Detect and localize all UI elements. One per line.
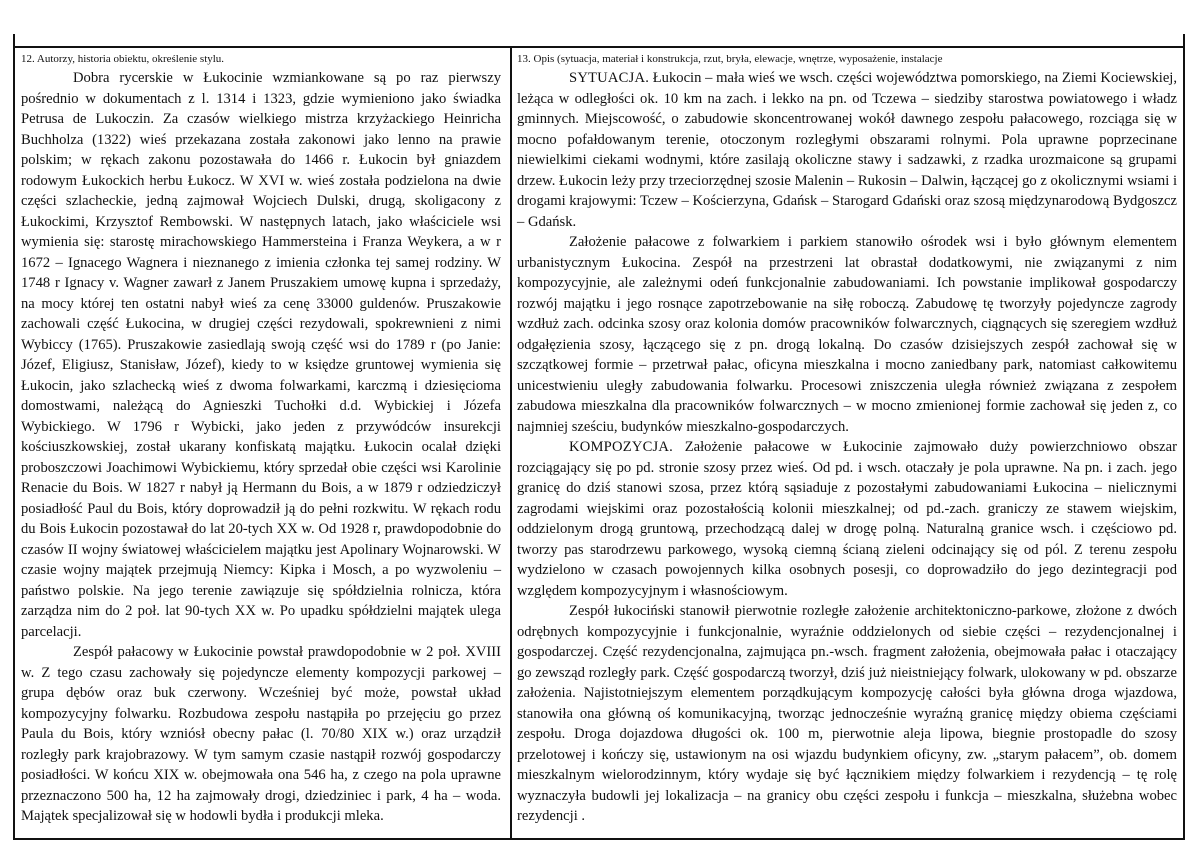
section-13-header: 13. Opis (sytuacja, materiał i konstrukcja, rzut, bryła, elewacje, wnętrze, wyposażenie, instalacje — [517, 53, 943, 65]
section-12-header: 12. Autorzy, historia obiektu, określenie stylu. — [21, 53, 225, 65]
description-paragraph — [517, 68, 1177, 232]
paragraph-text: Założenie pałacowe w Łukocinie zajmowało duży powierzchniowo obszar rozciągający się po pd. stronie szosy przez wieś. Od pd. i wsch. otaczały je pola uprawne. Na pn. i zach. jego granicę do dziś stanowi szosa, przez którą sąsiaduje z pozostałymi zabudowaniami Łukocina – nielicznymi zagrodami wiejskimi oraz pozostałością kolonii mieszkalnej; od pd.-zach. graniczy ze stawem wiejskim, oddzielonym drogą gruntową, przechodzącą dalej w drogę polną. Naturalną granice wsch. i częściowo pd. tworzy pas starodrzewu parkowego, wysoką ciemną ścianą zieleni odcinający się od pól. Z terenu zespołu wydzielono w czasach powojennych kilka osobnych posesji, co doprowadziło do jego dezintegracji pod względem kompozycyjnym i własnościowym. — [517, 439, 1177, 599]
section-heading: SYTUACJA. — [569, 70, 650, 86]
history-column — [21, 68, 501, 827]
header-rule — [13, 46, 1185, 48]
history-paragraph: Dobra rycerskie w Łukocinie wzmiankowane są po raz pierwszy pośrednio w dokumentach z l. 1314 i 1323, gdzie wymieniono jako świadka Petrusa de Lukoczin. Za czasów wielkiego mistrza krzyżackiego Heinricha Buchholza (1322) wieś przekazana została zakonowi jako lenno na prawie polskim; w rękach zakonu pozostawała do 1466 r. Łukocin był gniazdem rodowym Łukockich herbu Łukocz. W XVI w. wieś została podzielona na dwie części szlacheckie, jedną zajmował Wojciech Dulski, drugą, skoligacony z Łukockimi, Krzysztof Rembowski. W następnych latach, jako właściciele wsi wymienia się: starostę mirachowskiego Hammersteina i Franza Weykera, a w r 1672 – Ignacego Wagnera i nieznanego z imienia członka tej samej rodziny. W 1748 r Ignacy v. Wagner zawarł z Janem Pruszakiem umowę kupna i sprzedaży, na mocy której ten ostatni nabył wieś za cenę 33000 guldenów. Pruszakowie zachowali część Łukocina, w drugiej części rezydowali, spokrewnieni z nimi Wybiccy (1765). Pruszakowie zasiedlają swoją część wsi do 1789 r (po Janie: Józef, Eligiusz, Stanisław, Józef), kiedy to w księdze gruntowej wymienia się Łukocin, jako szlachecką wieś z dwoma folwarkami, karczmą i dziesięcioma domostwami, należącą do Agnieszki Tuchołki d.d. Wybickiej i Józefa Wybickiego. W 1796 r Wybicki, jako jeden z przywódców insurekcji kościuszkowskiej, został ukarany konfiskatą majątku. Łukocin ocalał dzięki proboszczowi Joachimowi Wybickiemu, który sprzedał obie części wsi Karolinie Renacie du Bois. W 1827 r nabył ją Hermann du Bois, a w 1879 r odziedziczył posiadłość Paul du Bois, który doprowadził ją do pełni rozkwitu. W rękach rodu du Bois Łukocin pozostawał do lat 20-tych XX w. Od 1928 r, prawdopodobnie do czasów II wojny światowej właścicielem majątku jest Apolinary Wojnarowski. W czasie wojny majątek przejmują Niemcy: Kipka i Mosch, a po wyzwoleniu – państwo polskie. Na jego terenie zawiązuje się spółdzielnia rolnicza, która zarządza nim do 2 poł. lat 90-tych XX w. Po upadku spółdzielni majątek ulega parcelacji. — [21, 70, 501, 640]
section-heading: KOMPOZYCJA. — [569, 439, 673, 455]
description-paragraph — [517, 232, 1177, 437]
history-paragraph: Zespół pałacowy w Łukocinie powstał prawdopodobnie w 2 poł. XVIII w. Z tego czasu zachowały się pojedyncze elementy kompozycji parkowej – grupa dębów oraz buk czerwony. Wcześniej być może, powstał układ kompozycyjny folwarku. Rozbudowa zespołu nastąpiła po przejęciu go przez Paula du Bois, który wzniósł obecny pałac (l. 70/80 XIX w.) oraz urządził rozległy park krajobrazowy. W tym samym czasie nastąpił rozwój gospodarczy posiadłości. W końcu XIX w. obejmowała ona 546 ha, z czego na pola uprawne przeznaczono 500 ha, 12 ha zajmowały drogi, dziedziniec i park, 4 ha – woda. Majątek specjalizował się w hodowli bydła i produkcji mleka. — [21, 644, 501, 824]
paragraph-text: Założenie pałacowe z folwarkiem i parkiem stanowiło ośrodek wsi i było głównym elementem urbanistycznym Łukocina. Zespół na przestrzeni lat obrastał dodatkowymi, nie związanymi z nim kompozycyjnie, ale zależnymi odeń funkcjonalnie zabudowaniami. Ich powstanie implikował gospodarczy rozwój majątku i jego rosnące zapotrzebowanie na siłę roboczą. Zabudowę tę tworzyły pojedyncze zagrody wzdłuż zach. odcinka szosy oraz kolonia domów pracowników folwarcznych, ciągnących się szeregiem wzdłuż odgałęzienia szosy, łączącego się z pn. drogą lokalną. Do czasów dzisiejszych zespół zachował się w szczątkowej formie – przetrwał pałac, oficyna mieszkalna i mocno zaniedbany park, natomiast całkowitemu unicestwieniu uległy zabudowania folwarku. Procesowi zniszczenia uległa również związana z zespołem zabudowa mieszkalna dla pracowników folwarcznych – w mocno zmienionej formie zachował się jeden z, co najmniej sześciu, budynków mieszkalno-gospodarczych. — [517, 234, 1177, 435]
paragraph-text: Zespół łukociński stanowił pierwotnie rozległe założenie architektoniczno-parkowe, złożone z dwóch odrębnych kompozycyjnie i funkcjonalnie, wyraźnie oddzielonych od siebie części – rezydencjonalnej i gospodarczej. Część rezydencjonalna, zajmująca pn.-wsch. fragment założenia, obejmowała pałac i otaczający go zewsząd rozległy park. Część gospodarczą tworzył, dziś już nieistniejący folwark, ulokowany w pd. obszarze założenia. Najistotniejszym elementem porządkującym kompozycję całości była główna droga wjazdowa, stanowiła ona główną oś komunikacyjną, tworząc jednocześnie wyraźną granicę między obiema częściami zespołu. Droga dojazdowa długości ok. 100 m, pierwotnie aleja lipowa, biegnie prostopadle do szosy przelotowej i kończy się, ustawionym na osi wjazdu budynkiem oficyny, zw. „starym pałacem”, ob. domem mieszkalnym wielorodzinnym, który wydaje się być łącznikiem między folwarkiem i rezydencją – tę rolę wyznaczyła budowli jej lokalizacja – na granicy obu części zespołu i funkcja – mieszkalna, służebna wobec rezydencji . — [517, 603, 1177, 824]
description-paragraph — [517, 601, 1177, 827]
description-column — [517, 68, 1177, 827]
description-paragraph — [517, 437, 1177, 601]
column-divider — [510, 46, 512, 840]
paragraph-text: Łukocin – mała wieś we wsch. części województwa pomorskiego, na Ziemi Kociewskiej, leżąca w odległości ok. 10 km na zach. i lekko na pn. od Tczewa – siedziby starostwa powiatowego i władz gminnych. Miejscowość, o zabudowie skoncentrowanej wokół dawnego zespołu pałacowego, rozciąga się w mocno pofałdowanym terenie, otoczonym rozległymi obszarami rolnymi. Pola uprawne poprzecinane niewielkimi ciekami wodnymi, które zasilają okoliczne stawy i sadzawki, z rzadka urozmaicone są grupami drzew. Łukocin leży przy trzeciorzędnej szosie Malenin – Rukosin – Dalwin, łączącej go z okolicznymi wsiami i drogami krajowymi: Tczew – Kościerzyna, Gdańsk – Starogard Gdański oraz szosą międzynarodową Bydgoszcz – Gdańsk. — [517, 70, 1177, 230]
